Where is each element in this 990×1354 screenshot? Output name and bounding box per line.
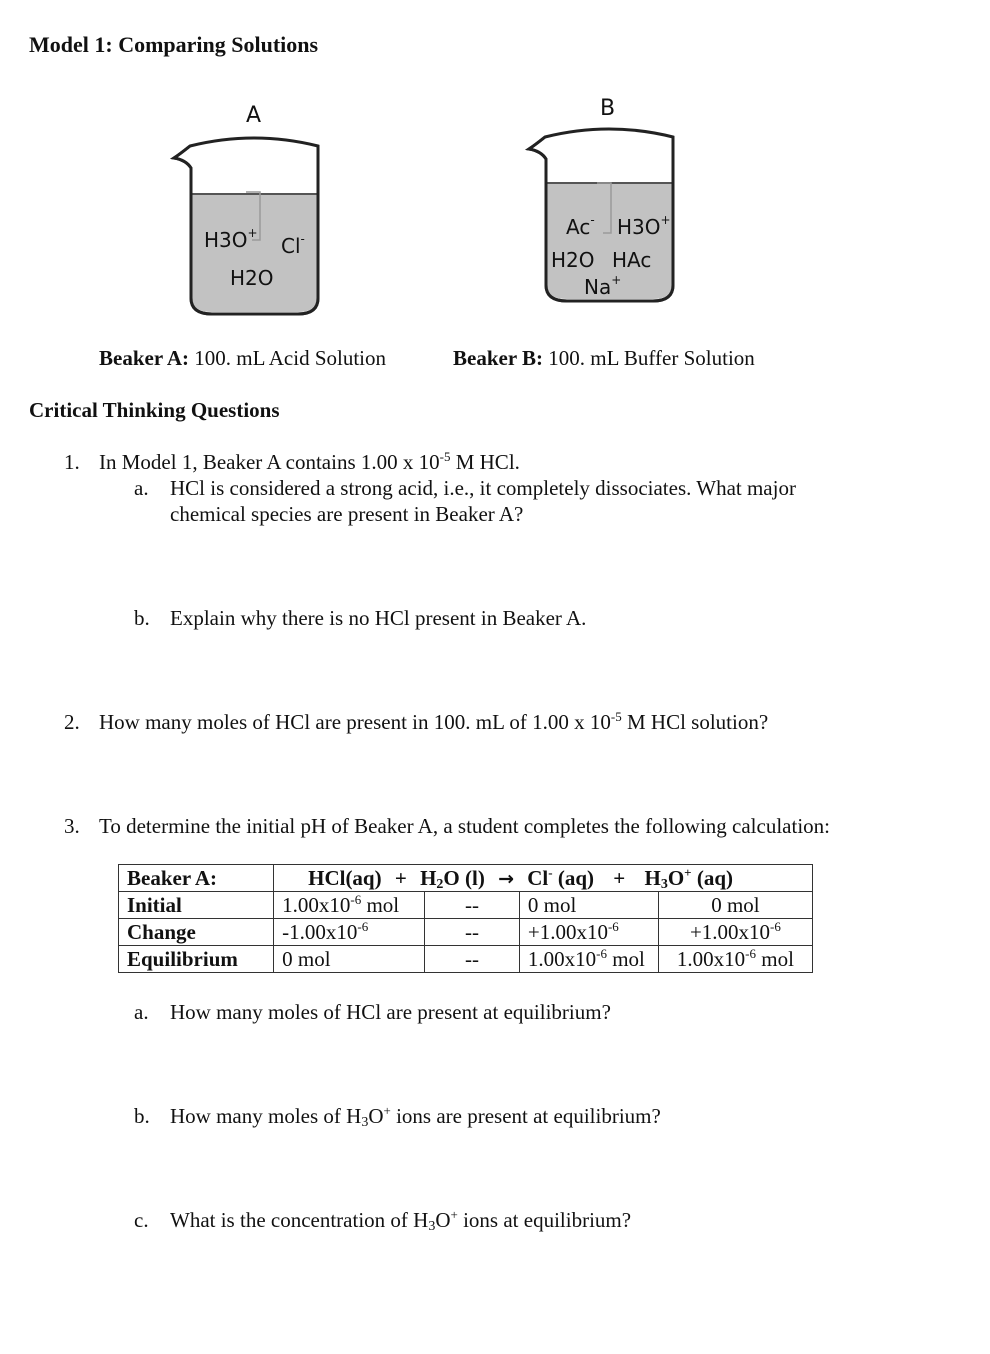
ice-cell-cl: 0 mol [519, 892, 658, 919]
beaker-b-species-na: Na+ [584, 273, 622, 299]
q1a-line1: HCl is considered a strong acid, i.e., it completely dissociates. What major [170, 476, 796, 500]
q1b-marker: b. [134, 606, 150, 630]
q3c-marker: c. [134, 1208, 149, 1232]
ice-row-label: Equilibrium [119, 946, 274, 973]
beaker-b-caption: Beaker B: 100. mL Buffer Solution [453, 346, 755, 370]
q2-text: How many moles of HCl are present in 100. mL of 1.00 x $10^{-5}$ M HCl solution? [99, 709, 769, 734]
q2-number: 2. [64, 710, 80, 734]
beaker-b-species-ac: Ac- [566, 213, 595, 239]
ice-row-equilibrium [119, 946, 813, 973]
q1a-line2: chemical species are present in Beaker A? [170, 502, 524, 526]
eq-arrow: → [498, 867, 514, 890]
beaker-b-species-h3o: H3O+ [617, 213, 671, 239]
eq-reactant2: $H_2O$ (l) [420, 865, 485, 892]
beaker-a-species-cl: Cl- [281, 232, 305, 258]
q1a-marker: a. [134, 476, 149, 500]
beaker-a-caption: Beaker A: 100. mL Acid Solution [99, 346, 387, 370]
ice-cell-h3o: $+1.00x10^{-6}$ [658, 919, 812, 946]
q3a-text: How many moles of HCl are present at equilibrium? [170, 1000, 611, 1024]
beaker-b-species-h2o: H2O [551, 248, 595, 272]
ice-cell-hcl: 0 mol [274, 946, 425, 973]
eq-product2: $H_3O^+$ (aq) [644, 864, 734, 892]
ice-cell-h3o: $1.00x10^{-6}$ mol [658, 946, 812, 973]
eq-reactant1: HCl(aq) [308, 865, 382, 890]
q3c-text: What is the concentration of $H_3O^+$ ions at equilibrium? [170, 1207, 632, 1234]
q3-number: 3. [64, 814, 80, 838]
q3b-marker: b. [134, 1104, 150, 1128]
ice-cell-cl: $1.00x10^{-6}$ mol [519, 946, 658, 973]
ice-cell-h2o: -- [425, 892, 520, 919]
ice-cell-hcl: $-1.00x10^{-6}$ [274, 919, 425, 946]
ice-row-initial [119, 892, 813, 919]
q1-number: 1. [64, 450, 80, 474]
ice-cell-hcl: $1.00x10^{-6}$ mol [274, 892, 425, 919]
q1-text: In Model 1, Beaker A contains 1.00 x $10^{-5}$ M HCl. [99, 449, 520, 474]
ice-table [118, 864, 813, 973]
ice-row-label: Change [119, 919, 274, 946]
q3a-marker: a. [134, 1000, 149, 1024]
q3-text: To determine the initial pH of Beaker A, a student completes the following calculation: [99, 814, 830, 838]
q1b-text: Explain why there is no HCl present in Beaker A. [170, 606, 587, 630]
ice-table-header-row [119, 865, 813, 892]
ice-header-equation: $HCl(aq) + H_2O$ (l) → Cl- $(aq) + H_3O^+$ (aq) [274, 865, 813, 892]
beaker-a-illustration [172, 122, 332, 322]
ice-cell-cl: $+1.00x10^{-6}$ [519, 919, 658, 946]
beaker-b-species-hac: HAc [612, 248, 652, 272]
beaker-a-letter: A [246, 103, 262, 128]
section-heading: Critical Thinking Questions [29, 398, 280, 422]
q3b-text: How many moles of $H_3O^+$ ions are present at equilibrium? [170, 1103, 661, 1130]
page-title: Model 1: Comparing Solutions [29, 32, 319, 57]
beaker-a-species-h2o: H2O [230, 266, 274, 290]
ice-row-label: Initial [119, 892, 274, 919]
ice-header-label: Beaker A: [119, 865, 274, 892]
ice-cell-h2o: -- [425, 946, 520, 973]
beaker-b-letter: B [600, 96, 616, 121]
beaker-a-species-h3o: H3O+ [204, 226, 258, 252]
ice-cell-h2o: -- [425, 919, 520, 946]
ice-cell-h3o: 0 mol [658, 892, 812, 919]
ice-row-change [119, 919, 813, 946]
eq-product1: Cl- (aq) [527, 864, 595, 890]
